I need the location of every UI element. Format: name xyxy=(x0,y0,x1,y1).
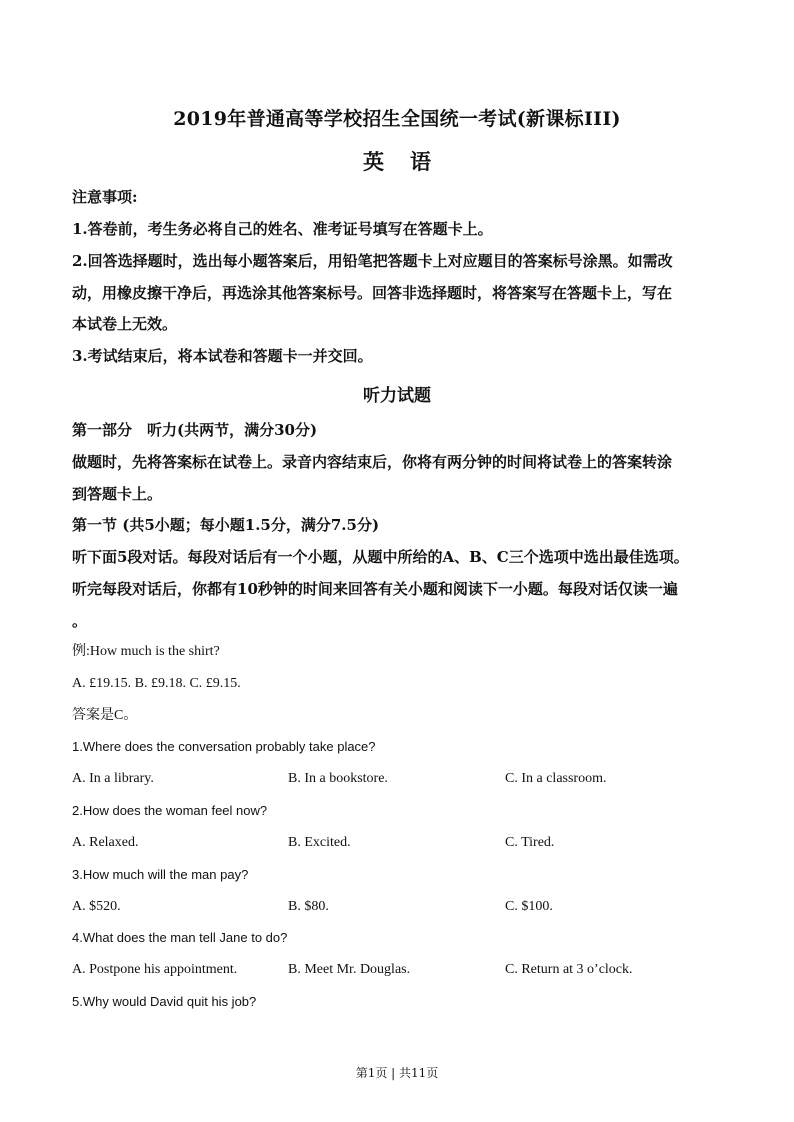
question-5: 5.Why would David quit his job? xyxy=(72,994,257,1009)
notes-line-1: 1.答卷前，考生务必将自己的姓名、准考证号填写在答题卡上。 xyxy=(72,220,493,238)
question-4-option-a: A. Postpone his appointment. xyxy=(72,962,238,977)
question-3: 3.How much will the man pay? xyxy=(72,867,249,882)
example-options: A. £19.15. B. £9.18. C. £9.15. xyxy=(72,676,241,691)
question-3-option-b: B. $80. xyxy=(288,899,329,914)
page-footer: 第1页 | 共11页 xyxy=(355,1066,439,1080)
notes-line-5: 3.考试结束后，将本试卷和答题卡一并交回。 xyxy=(72,347,373,365)
notes-line-4: 本试卷上无效。 xyxy=(72,315,178,333)
question-1-option-b: B. In a bookstore. xyxy=(288,771,388,786)
notes-line-2: 2.回答选择题时，选出每小题答案后，用铅笔把答题卡上对应题目的答案标号涂黑。如需改 xyxy=(72,252,673,270)
question-4-option-b: B. Meet Mr. Douglas. xyxy=(288,962,411,977)
question-2-option-c: C. Tired. xyxy=(505,835,555,850)
question-1: 1.Where does the conversation probably take place? xyxy=(72,739,376,754)
part-heading: 第一部分 听力(共两节，满分30分) xyxy=(72,421,318,439)
question-1-option-a: A. In a library. xyxy=(72,771,154,786)
subsection-instruction-3: 。 xyxy=(72,612,88,630)
question-4-option-c: C. Return at 3 o’clock. xyxy=(505,962,633,977)
subsection-instruction-1: 听下面5段对话。每段对话后有一个小题，从题中所给的A、B、C三个选项中选出最佳选项。 xyxy=(72,548,689,566)
example-question: 例:How much is the shirt? xyxy=(72,644,220,659)
exam-title: 2019年普通高等学校招生全国统一考试(新课标III) xyxy=(173,108,621,130)
question-3-option-a: A. $520. xyxy=(72,899,121,914)
listening-section-title: 听力试题 xyxy=(363,386,431,406)
subsection-heading: 第一节 (共5小题；每小题1.5分，满分7.5分) xyxy=(72,516,380,534)
question-2: 2.How does the woman feel now? xyxy=(72,803,268,818)
question-1-option-c: C. In a classroom. xyxy=(505,771,607,786)
question-4: 4.What does the man tell Jane to do? xyxy=(72,930,288,945)
subject-title: 英语 xyxy=(363,149,457,174)
question-2-option-b: B. Excited. xyxy=(288,835,351,850)
question-2-option-a: A. Relaxed. xyxy=(72,835,139,850)
example-answer: 答案是C。 xyxy=(72,708,138,723)
part-instruction-1: 做题时，先将答案标在试卷上。录音内容结束后，你将有两分钟的时间将试卷上的答案转涂 xyxy=(72,453,673,471)
part-instruction-2: 到答题卡上。 xyxy=(72,485,163,503)
question-3-option-c: C. $100. xyxy=(505,899,553,914)
subsection-instruction-2: 听完每段对话后，你都有10秒钟的时间来回答有关小题和阅读下一小题。每段对话仅读一遍 xyxy=(72,580,678,598)
notes-line-3: 动，用橡皮擦干净后，再选涂其他答案标号。回答非选择题时，将答案写在答题卡上，写在 xyxy=(72,284,673,302)
notes-heading: 注意事项: xyxy=(72,188,138,206)
